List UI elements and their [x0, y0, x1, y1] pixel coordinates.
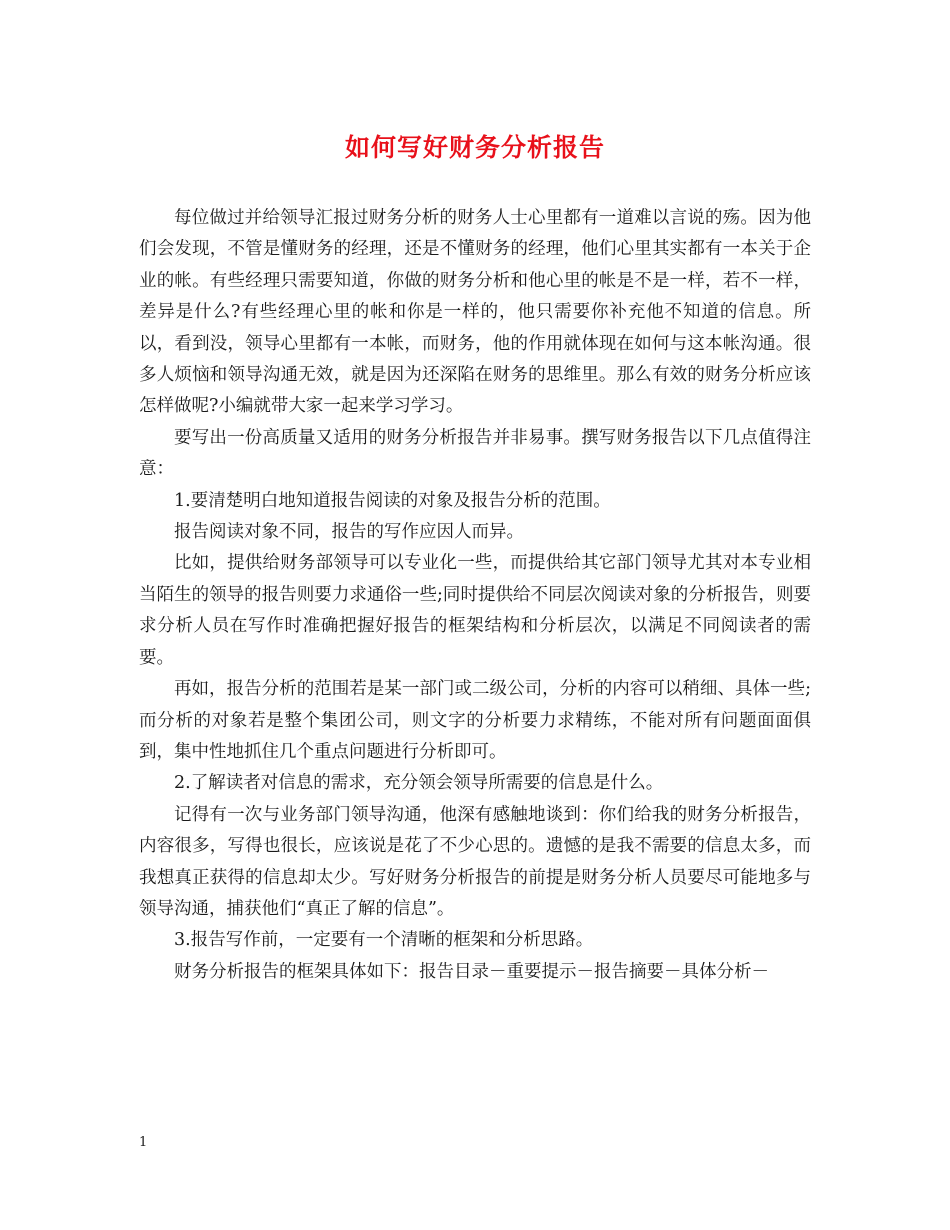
page-number: 1: [139, 1135, 148, 1150]
paragraph: 记得有一次与业务部门领导沟通，他深有感触地谈到：你们给我的财务分析报告，内容很多，写得也很长，应该说是花了不少心思的。遗憾的是我不需要的信息太多，而我想真正获得的信息却太少。写好财务分析报告的前提是财务分析人员要尽可能地多与领导沟通，捕获他们“真正了解的信息”。: [139, 804, 811, 919]
paragraph: 再如，报告分析的范围若是某一部门或二级公司，分析的内容可以稍细、具体一些;而分析的对象若是整个集团公司，则文字的分析要力求精练，不能对所有问题面面俱到，集中性地抓住几个重点问题进行分析即可。: [139, 679, 811, 762]
paragraph: 比如，提供给财务部领导可以专业化一些，而提供给其它部门领导尤其对本专业相当陌生的领导的报告则要力求通俗一些;同时提供给不同层次阅读对象的分析报告，则要求分析人员在写作时准确把握好报告的框架结构和分析层次，以满足不同阅读者的需要。: [139, 553, 811, 668]
document-body: [139, 203, 811, 988]
document-title: 如何写好财务分析报告: [344, 133, 605, 162]
paragraph: 3.报告写作前，一定要有一个清晰的框架和分析思路。: [174, 930, 594, 951]
paragraph: 要写出一份高质量又适用的财务分析报告并非易事。撰写财务报告以下几点值得注意：: [139, 427, 811, 480]
paragraph: 报告阅读对象不同，报告的写作应因人而异。: [174, 522, 524, 543]
paragraph: 1.要清楚明白地知道报告阅读的对象及报告分析的范围。: [174, 490, 611, 511]
paragraph: 2.了解读者对信息的需求，充分领会领导所需要的信息是什么。: [174, 773, 664, 794]
paragraph: 每位做过并给领导汇报过财务分析的财务人士心里都有一道难以言说的殇。因为他们会发现，不管是懂财务的经理，还是不懂财务的经理，他们心里其实都有一本关于企业的帐。有些经理只需要知道，你做的财务分析和他心里的帐是不是一样，若不一样，差异是什么?有些经理心里的帐和你是一样的，他只需要你补充他不知道的信息。所以，看到没，领导心里都有一本帐，而财务，他的作用就体现在如何与这本帐沟通。很多人烦恼和领导沟通无效，就是因为还深陷在财务的思维里。那么有效的财务分析应该怎样做呢?小编就带大家一起来学习学习。: [139, 208, 811, 417]
paragraph: 财务分析报告的框架具体如下：报告目录－重要提示－报告摘要－具体分析－: [174, 961, 769, 982]
